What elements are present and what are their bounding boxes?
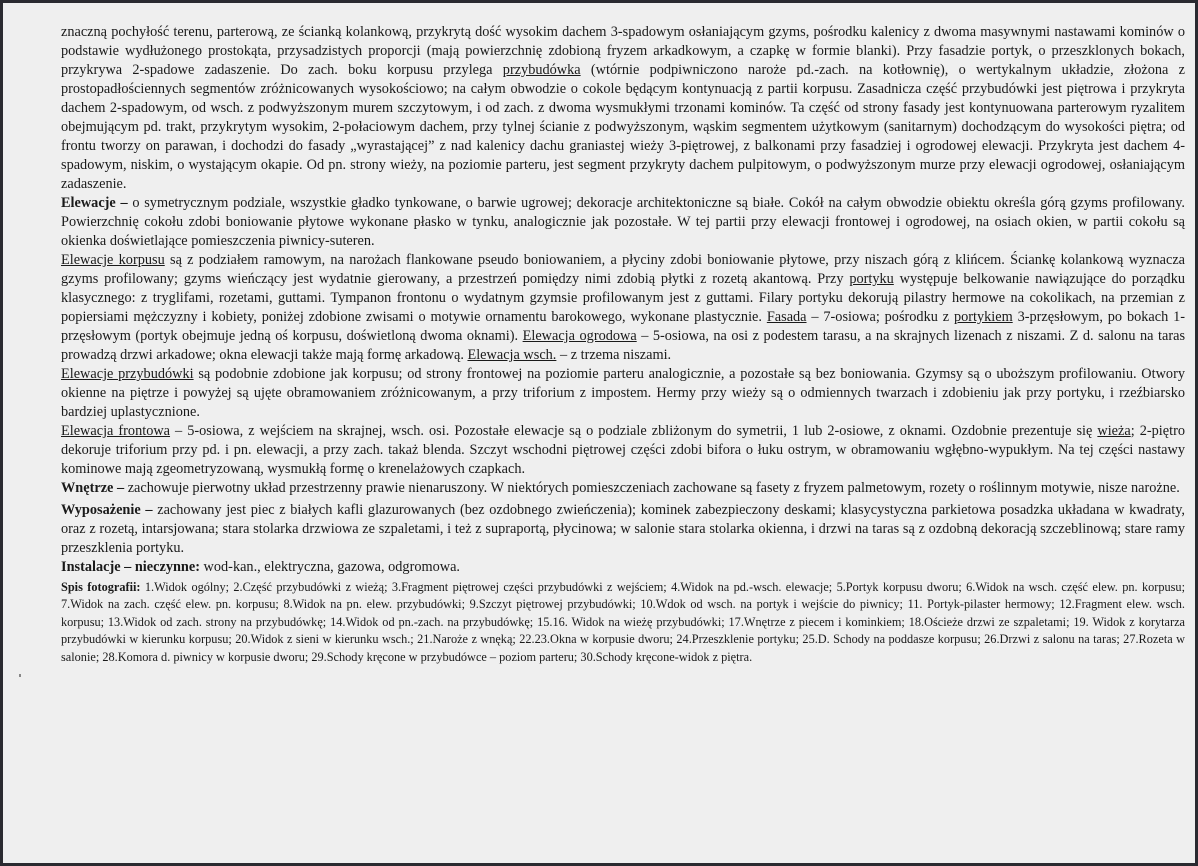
text-run: zachowuje pierwotny układ przestrzenny prawie nienaruszony. W niektórych pomieszczeniach zachowane są fasety z fryzem palmetowym, rozety o roślinnym motywie, nisze narożne. xyxy=(124,480,1180,496)
section-heading-wnetrze: Wnętrze – xyxy=(61,480,125,496)
underlined-term-wieza: wieża xyxy=(1097,423,1131,439)
paragraph-spis-fotografii xyxy=(61,579,1185,666)
scan-speck-mark xyxy=(19,674,21,677)
text-run: wod-kan., elektryczna, gazowa, odgromowa. xyxy=(199,559,461,575)
text-run: – 5-osiowa, na osi z podestem tarasu, a na skrajnych lizenach z niszami. Z d. salonu na taras prowadzą drzwi arkadowe; okna elewacji także mają formę arkadową. xyxy=(61,328,1186,363)
paragraph-building-description xyxy=(61,23,1185,194)
text-run: – 7-osiowa; pośrodku z xyxy=(806,309,954,325)
underlined-term-fasada: Fasada xyxy=(766,309,807,325)
underlined-term-przybudowka: przybudówka xyxy=(502,62,581,78)
underlined-term-portykiem: portykiem xyxy=(953,309,1013,325)
underlined-term-elewacje-przybudowki: Elewacje przybudówki xyxy=(61,366,194,382)
text-run: – z trzema niszami. xyxy=(556,347,672,363)
text-run: – 5-osiowa, z wejściem na skrajnej, wsch. osi. Pozostałe elewacje są o podziale zbliżonym do symetrii, 1 lub 2-osiowe, z oknami. Ozdobnie prezentuje się xyxy=(170,423,1098,439)
underlined-term-elewacja-frontowa: Elewacja frontowa xyxy=(61,423,171,439)
underlined-term-elewacja-ogrodowa: Elewacja ogrodowa xyxy=(522,328,637,344)
paragraph-wyposazenie xyxy=(61,501,1185,558)
text-run: występuje belkowanie nawiązujące do porządku klasycznego: z tryglifami, rozetami, guttami. Tympanon frontonu o wydatnym gzymsie profilowanym jest z guttami. Filary portyku dekorują pilastry hermowe na cokolikach, na przemian z popiersiami mężczyzny i kobiety, poniżej zdobione zwisami o motywie ornamentu barokowego, wykonane plastycznie. xyxy=(61,271,1185,325)
text-run: są z podziałem ramowym, na narożach flankowane pseudo boniowaniem, a płyciny zdobi boniowanie płytowe, przy niszach górą z klińcem. Ściankę kolankową wyznacza gzyms profilowany; gzyms wieńczący jest wydatnie gierowany, a przestrzeń pomiędzy nimi zdobią płytki z rozetą akantową. Przy xyxy=(61,252,1186,287)
section-heading-wyposazenie: Wyposażenie – xyxy=(61,502,153,518)
section-heading-spis-fotografii: Spis fotografii: xyxy=(61,580,141,594)
paragraph-elewacja-frontowa xyxy=(61,422,1185,479)
text-run: (wtórnie podpiwniczono naroże pd.-zach. na kotłownię), o wertykalnym układzie, złożona z prostopadłościennych segmentów zróżnicowanych wysokościowo; na całym obwodzie o cokole będącym kontynuacją z partii korpusu. Zasadnicza część przybudówki jest piętrowa i przykryta dachem 2-spadowym, od wsch. z podwyższonym murem szczytowym, i od zach. z dwoma wysmukłymi trzonami kominów. Ta część od strony fasady jest kontynuowana parterowym ryzalitem obejmującym pd. trakt, przykrytym wysokim, 2-połaciowym dachem, przy tylnej ścianie z podwyższonym, wąskim segmentem użytkowym (sanitarnym) dochodzącym do wysokości piętra; od frontu tworzy on parawan, i dochodzi do fasady „wyrastającej” z nad kalenicy dachu graniastej wieży 3-piętrowej, z balkonami przy fasadziej i ogrodowej elewacji. Przykryta jest dachem 4-spadowym, niskim, o wystającym okapie. Od pn. strony wieży, na poziomie parteru, jest segment przykryty dachem pulpitowym, o podwyższonym murze przy elewacji ogrodowej, osłaniającym zadaszenie. xyxy=(61,62,1186,192)
paragraph-elewacje xyxy=(61,194,1185,251)
text-run: znaczną pochyłość terenu, parterową, ze ścianką kolankową, przykrytą dość wysokim dachem 3-spadowym osłaniającym gzyms, pośrodku kalenicy z dwoma masywnymi nastawami kominów o podstawie wydłużonego prostokąta, przysadzistych proporcji (mają powierzchnię zdobioną fryzem arkadkowym, a czapkę w formie blanki). Przy fasadzie portyk, o przeszklonych bokach, przykrywa 2-spadowe zadaszenie. Do zach. boku korpusu przylega xyxy=(61,24,1185,78)
section-heading-elewacje: Elewacje – xyxy=(61,195,128,211)
text-run: o symetrycznym podziale, wszystkie gładko tynkowane, o barwie ugrowej; dekoracje architektoniczne są białe. Cokół na całym obwodzie obiektu określa górą gzyms profilowany. Powierzchnię cokołu zdobi boniowanie płytowe wykonane płasko w tynku, analogicznie jak pozostałe. W tej partii przy elewacji frontowej i ogrodowej, na osiach okien, w partii cokołu są okienka doświetlające pomieszczenia piwnicy-suteren. xyxy=(61,195,1185,249)
text-run: 3-przęsłowym, po bokach 1-przęsłowym (portyk obejmuje jedną oś korpusu, doświetloną dwoma oknami). xyxy=(61,309,1186,344)
text-run: ; 2-piętro dekoruje triforium przy pd. i pn. elewacji, a przy zach. takaż blenda. Szczyt wschodni piętrowej części zdobi bifora o łuku ostrym, w obramowaniu wgłębno-wypukłym. Na tej części nastawy kominowe mają zgeometryzowaną, wysmukłą formę o krenelażowych czapkach. xyxy=(61,423,1185,477)
text-run: zachowany jest piec z białych kafli glazurowanych (bez ozdobnego zwieńczenia); kominek zabezpieczony deskami; klasycystyczna parkietowa posadzka układana w kwadraty, oraz z rozetą, intarsjowana; stara stolarka drzwiowa ze szpaletami, i też z supraportą, płycinowa; w salonie stara stolarka okienna, i drzwi na taras są z ozdobną dekoracją szczeblinową; stare ramy przeszklenia portyku. xyxy=(61,502,1185,556)
underlined-term-elewacje-korpusu: Elewacje korpusu xyxy=(61,252,165,268)
paragraph-elewacje-przybudowki xyxy=(61,365,1185,422)
paragraph-wnetrze xyxy=(61,479,1185,498)
text-run: są podobnie zdobione jak korpusu; od strony frontowej na poziomie parteru analogicznie, a pozostałe są bez boniowania. Gzymsy są o uboższym profilowaniu. Otwory okienne na piętrze i powyżej są ujęte obramowaniem zróżnicowanym, a przy triforium z impostem. Hermy przy wieży są o odmiennych twarzach i zdobieniu jak przy portyku, i rzeźbiarsko bardziej uplastycznione. xyxy=(61,366,1185,420)
underlined-term-elewacja-wsch: Elewacja wsch. xyxy=(467,347,557,363)
text-run: 1.Widok ogólny; 2.Część przybudówki z wieżą; 3.Fragment piętrowej części przybudówki z wejściem; 4.Widok na pd.-wsch. elewacje; 5.Portyk korpusu dworu; 6.Widok na wsch. część elew. pn. korpusu; 7.Widok na zach. część elew. pn. korpusu; 8.Widok na pn. elew. przybudówki; 9.Szczyt piętrowej przybudówki; 10.Wdok od wsch. na portyk i wejście do piwnicy; 11. Portyk-pilaster hermowy; 12.Fragment elew. wsch. korpusu; 13.Widok od zach. strony na przybudówkę; 14.Widok od pn.-zach. na przybudówkę; 15.16. Widok na wieżę przybudówki; 17.Wnętrze z piecem i kominkiem; 18.Ościeże drzwi ze szpaletami; 19. Widok z korytarza przybudówki w kierunku korpusu; 20.Widok z sieni w kierunku wsch.; 21.Naroże z wnęką; 22.23.Okna w korpusie dworu; 24.Przeszklenie portyku; 25.D. Schody na poddasze korpusu; 26.Drzwi z salonu na taras; 27.Rozeta w salonie; 28.Komora d. piwnicy w korpusie dworu; 29.Schody kręcone w przybudówce – poziom parteru; 30.Schody kręcone-widok z piętra. xyxy=(61,580,1185,664)
section-heading-instalacje: Instalacje – nieczynne: xyxy=(61,559,200,575)
underlined-term-portyku: portyku xyxy=(849,271,894,287)
paragraph-elewacje-korpusu xyxy=(61,251,1185,365)
scanned-document-page xyxy=(3,3,1195,863)
paragraph-instalacje xyxy=(61,558,1185,577)
